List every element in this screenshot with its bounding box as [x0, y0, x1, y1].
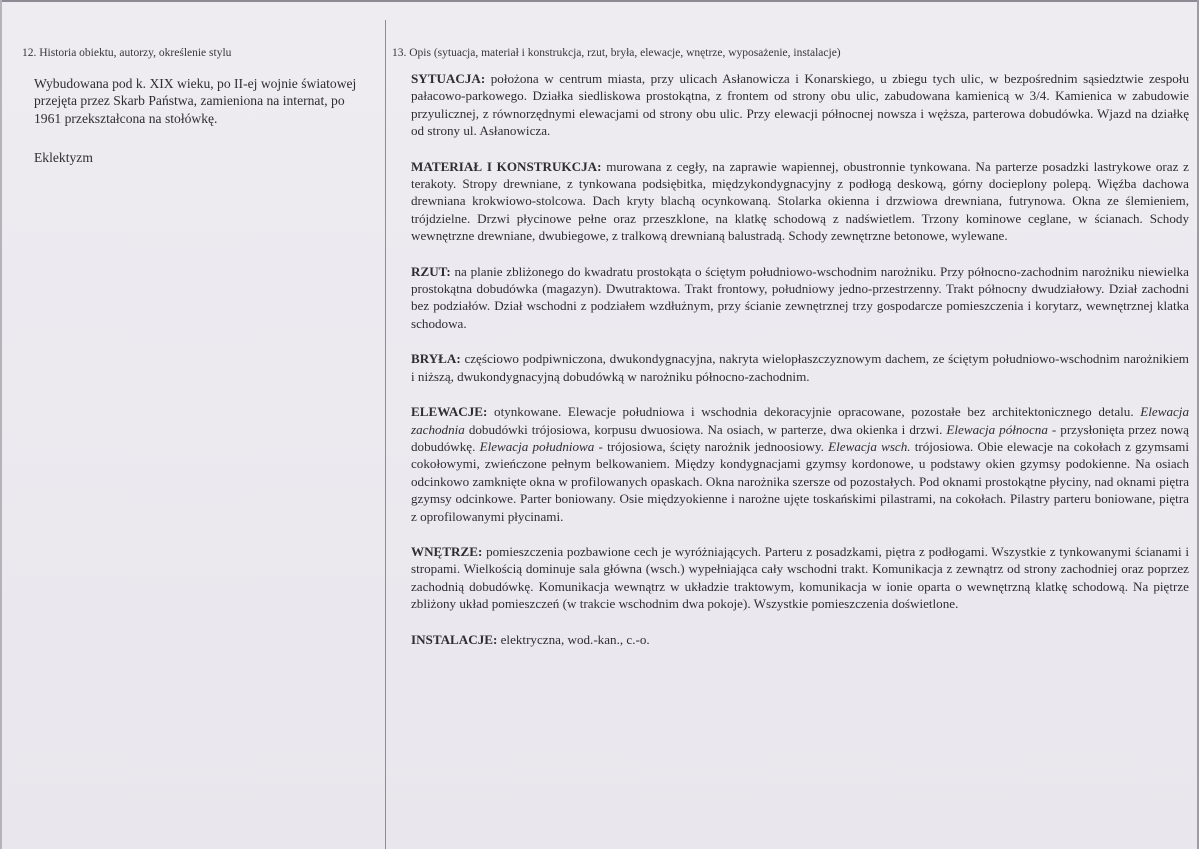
history-header: 12. Historia obiektu, autorzy, określenie stylu: [22, 47, 232, 59]
instalacje-label: INSTALACJE:: [411, 631, 498, 647]
material-text: murowana z cegły, na zaprawie wapiennej, obustronnie tynkowana. Na parterze posadzki lastrykowe oraz z terakoty. Stropy drewniane, z tynkowana podsiębitka, międzykondygnacyjny z podłogą deskową, górny docieplony polepą. Więźba dachowa drewniana krokwiowo-stolcowa. Dach kryty blachą ocynkowaną. Stolarka okienna i drzwiowa drewniana, futrynowa. Okna ze ślemieniem, trójdzielne. Drzwi płycinowe pełne oraz przeszklone, na klatkę schodową z nadświetlem. Trzony kominowe ceglane, w ścianach. Schody wewnętrzne drewniane, dwubiegowe, z tralkową drewnianą balustradą. Schody zewnętrzne betonowe, wylewane.: [411, 158, 1189, 244]
elewacje-label: ELEWACJE:: [411, 404, 488, 420]
section-bryla: [411, 350, 1189, 385]
instalacje-text: elektryczna, wod.-kan., c.-o.: [497, 631, 650, 647]
wnetrze-label: WNĘTRZE:: [411, 543, 483, 559]
elewacja-polnocna-term: Elewacja północna: [946, 421, 1048, 437]
sheet-top-edge: [0, 0, 1199, 2]
sytuacja-label: SYTUACJA:: [411, 71, 486, 86]
description-column: [392, 46, 1190, 666]
elewacje-text-3: - przysłonięta przez nową dobudówkę.: [411, 421, 1189, 454]
section-wnetrze: [411, 543, 1189, 613]
section-sytuacja: [411, 70, 1189, 140]
elewacje-text-4: - trójosiowa, ścięty narożnik jednoosiowy.: [594, 438, 829, 454]
elewacje-text-2: dobudówki trójosiowa, korpusu dwuosiowa. Na osiach, w parterze, dwa okienka i drzwi.: [464, 421, 947, 437]
history-body: [34, 75, 374, 167]
column-divider: [385, 20, 386, 849]
description-header: 13. Opis (sytuacja, materiał i konstrukcja, rzut, bryła, elewacje, wnętrze, wyposażenie, instalacje): [392, 47, 841, 59]
section-material: [411, 158, 1189, 245]
elewacja-wschodnia-term: Elewacja wsch.: [828, 438, 911, 454]
history-text: Wybudowana pod k. XIX wieku, po II-ej wojnie światowej przejęta przez Skarb Państwa, zamieniona na internat, po 1961 przekształcona na stołówkę.: [34, 76, 357, 126]
sytuacja-text: położona w centrum miasta, przy ulicach Asłanowicza i Konarskiego, u zbiegu tych ulic, w bezpośrednim sąsiedztwie zespołu pałacowo-parkowego. Działka siedliskowa prostokątna, z frontem od strony obu ulic, zabudowana kamienicą w 3/4. Kamienica w zabudowie przyulicznej, z równorzędnymi elewacjami od strony obu ulic. Przy elewacji północnej nowsza i węższa, parterowa dobudówka. Wjazd na działkę od strony ul. Asłanowicza.: [411, 71, 1189, 139]
description-body: [411, 70, 1189, 648]
sheet-left-edge: [0, 0, 2, 849]
history-column: [22, 46, 374, 167]
section-instalacje: [411, 631, 1189, 648]
style-text: Eklektyzm: [34, 150, 93, 166]
elewacja-zachodnia-term: Elewacja zachodnia: [411, 404, 1189, 437]
elewacje-text-5: trójosiowa. Obie elewacje na cokołach z gzymsami cokołowymi, zwieńczone pełnym belkowaniem. Między kondygnacjami gzymsy kordonowe, u podstawy okien gzymsy podokienne. Na osiach odcinkowo zamknięte okna w profilowanych opaskach. Okna narożnika szersze od pozostałych. Pod oknami prostokątne płyciny, nad oknami piętra gzymsy odcinkowe. Parter boniowany. Osie międzyokienne i narożne ujęte toskańskimi pilastrami, na cokołach. Pilastry parteru boniowane, piętra z oprofilowanymi płycinami.: [411, 438, 1190, 524]
bryla-text: częściowo podpiwniczona, dwukondygnacyjna, nakryta wielopłaszczyznowym dachem, ze ściętym południowo-wschodnim narożnikiem i niższą, dwukondygnacyjną dobudówką w narożniku północno-zachodnim.: [411, 351, 1189, 384]
rzut-label: RZUT:: [411, 263, 451, 279]
section-rzut: [411, 263, 1189, 333]
rzut-text: na planie zbliżonego do kwadratu prostokąta o ściętym południowo-wschodnim narożniku. Przy północno-zachodnim narożniku niewielka prostokątna dobudówka (magazyn). Dwutraktowa. Trakt frontowy, południowy jedno-przestrzenny. Trakt północny dwudziałowy. Dział zachodni bez podziałów. Dział wschodni z podziałem wzdłużnym, przy ścianie zewnętrznej trzy gospodarcze pomieszczenia i korytarz, wewnętrznej klatka schodowa.: [411, 263, 1189, 331]
bryla-label: BRYŁA:: [411, 351, 461, 367]
section-elewacje: [411, 403, 1189, 525]
elewacja-poludniowa-term: Elewacja południowa: [479, 438, 595, 454]
wnetrze-text: pomieszczenia pozbawione cech je wyróżniających. Parteru z posadzkami, piętra z podłogami. Wszystkie z tynkowanymi ścianami i stropami. Wielkością dominuje sala główna (wsch.) wypełniająca cały wschodni trakt. Komunikacja z zewnątrz od strony zachodniej oraz poprzez zachodnią dobudówkę. Komunikacja wewnątrz w układzie traktowym, komunikacja w ionie oparta o wewnętrzną klatkę schodową. Na piętrze zbliżony układ pomieszczeń (w trakcie wschodnim dwa pokoje). Wszystkie pomieszczenia doświetlone.: [411, 543, 1189, 612]
material-label: MATERIAŁ I KONSTRUKCJA:: [411, 158, 602, 174]
elewacje-text-1: otynkowane. Elewacje południowa i wschodnia dekoracyjnie opracowane, pozostałe bez architektonicznego detalu.: [487, 404, 1141, 420]
